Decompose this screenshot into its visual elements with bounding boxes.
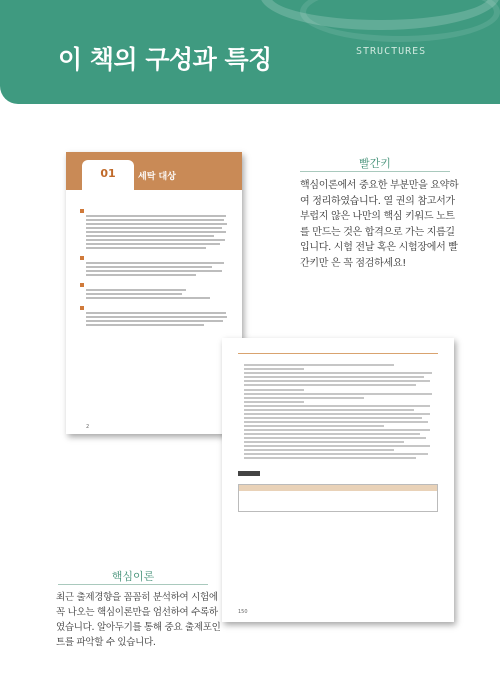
callout-title-core-theory: 핵심이론 xyxy=(111,570,155,583)
callout-text-red-key: 핵심이론에서 중요한 부분만을 요약하여 정리하였습니다. 열 권의 참고서가 부럽지 않은 나만의 핵심 키워드 노트를 만드는 것은 합격으로 가는 지름길입니다. 시험 전날 혹은 시험장에서 빨간키만 은 꼭 점검하세요! xyxy=(300,180,459,269)
chapter-title: 세탁 대상 xyxy=(138,172,176,182)
section-heading xyxy=(80,255,230,260)
sample-page-detail xyxy=(222,338,454,622)
page-top-rule xyxy=(238,348,438,354)
page-body-text xyxy=(238,360,438,512)
callout-divider xyxy=(300,171,450,172)
callout-divider xyxy=(58,584,208,585)
page-subtitle: STRUCTURES xyxy=(356,46,427,57)
section-heading xyxy=(80,208,230,213)
chapter-badge xyxy=(82,160,134,190)
decorative-arc xyxy=(300,0,500,42)
page-header xyxy=(0,0,500,104)
summary-table xyxy=(238,484,438,512)
section-heading xyxy=(80,282,230,287)
note-tag xyxy=(238,471,260,476)
page-number: 150 xyxy=(238,609,248,615)
page-body-text xyxy=(80,202,230,328)
chapter-number: 01 xyxy=(100,167,116,180)
section-heading xyxy=(80,305,230,310)
callout-title-red-key: 빨간키 xyxy=(359,157,391,170)
sample-page-core-theory xyxy=(66,152,242,434)
page-title: 이 책의 구성과 특징 xyxy=(58,45,272,74)
page-number: 2 xyxy=(86,424,90,430)
table-body xyxy=(239,491,437,511)
callout-text-core-theory: 최근 출제경향을 꼼꼼히 분석하여 시험에 꼭 나오는 핵심이론만을 엄선하여 수록하였습니다. 알아두기를 통해 중요 출제포인트를 파악할 수 있습니다. xyxy=(56,592,221,648)
